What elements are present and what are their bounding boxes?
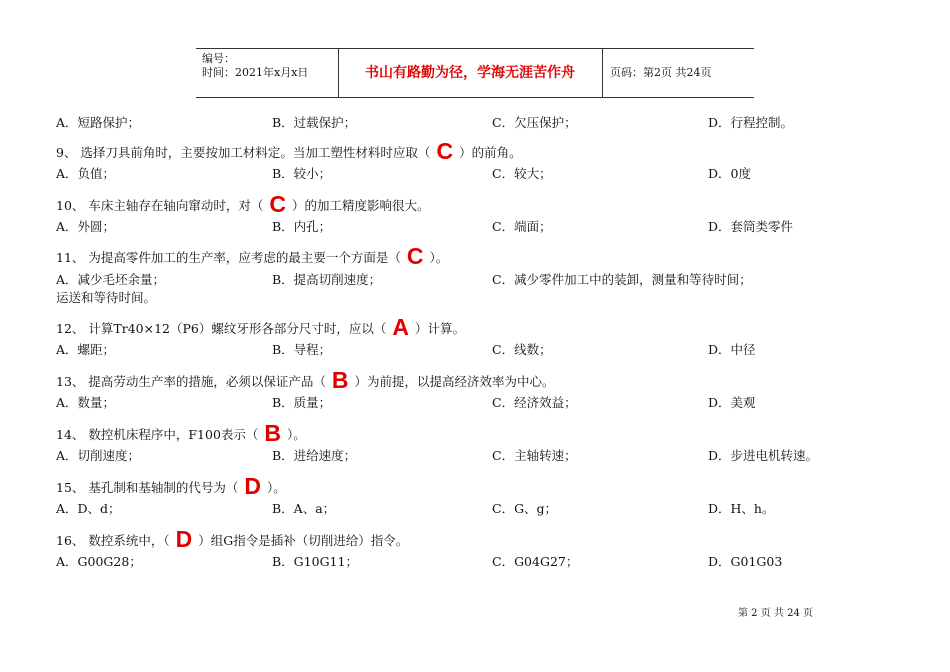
answer-mark: D (244, 473, 262, 499)
option-a: A．切削速度； (56, 448, 141, 463)
option-a: A．螺距； (56, 342, 116, 357)
question-9 (56, 140, 522, 162)
question-16 (56, 528, 408, 550)
option-a: A．数量； (56, 395, 116, 410)
option-b: B．过载保护； (272, 115, 357, 130)
option-c: C．减少零件加工中的装卸，测量和等待时间； (492, 272, 752, 287)
question-text-end: ）为前提，以提高经济效率为中心。 (354, 374, 555, 389)
option-d: D．行程控制。 (708, 115, 794, 130)
header-motto: 书山有路勤为径，学海无涯苦作舟 (365, 65, 575, 81)
option-b: B．质量； (272, 395, 332, 410)
option-c: C．G04G27； (492, 554, 579, 569)
question-text-end: ）。 (287, 427, 306, 442)
option-c: C．欠压保护； (492, 115, 577, 130)
time-label: 时间：2021年x月x日 (202, 66, 309, 79)
answer-mark: B (264, 420, 282, 446)
header-page-info: 页码：第2页 共24页 (610, 66, 712, 79)
question-text-end: ）的前角。 (459, 145, 522, 160)
option-d: D．0度 (708, 166, 751, 181)
header-divider (602, 49, 603, 97)
page-header (196, 48, 754, 98)
option-a: A．短路保护； (56, 115, 141, 130)
question-text: 16、 数控系统中，（ (56, 533, 170, 548)
option-c: C．端面； (492, 219, 552, 234)
option-continuation: 运送和等待时间。 (56, 290, 157, 305)
option-d: D．H、h。 (708, 501, 775, 516)
option-b: B．A、a； (272, 501, 336, 516)
option-d: D．G01G03 (708, 554, 783, 569)
option-c: C．较大； (492, 166, 552, 181)
answer-mark: D (175, 526, 193, 552)
option-b: B．较小； (272, 166, 332, 181)
question-10 (56, 193, 430, 215)
answer-mark: A (392, 314, 409, 340)
option-a: A．G00G28； (56, 554, 142, 569)
question-15 (56, 475, 286, 497)
question-text-end: ）。 (429, 250, 449, 265)
option-b: B．G10G11； (272, 554, 358, 569)
option-c: C．经济效益； (492, 395, 577, 410)
question-12 (56, 316, 465, 338)
option-a: A．负值； (56, 166, 116, 181)
question-text: 12、 计算Tr40×12（P6）螺纹牙形各部分尺寸时，应以（ (56, 321, 387, 336)
question-14 (56, 422, 306, 444)
option-b: B．导程； (272, 342, 332, 357)
option-b: B．提高切削速度； (272, 272, 382, 287)
option-b: B．进给速度； (272, 448, 357, 463)
option-d: D．步进电机转速。 (708, 448, 819, 463)
option-c: C．G、g； (492, 501, 558, 516)
code-label: 编号： (202, 52, 235, 65)
answer-mark: C (436, 138, 454, 164)
option-a: A．外圆； (56, 219, 116, 234)
option-a: A．D、d； (56, 501, 121, 516)
question-text: 9、 选择刀具前角时，主要按加工材料定。当加工塑性材料时应取（ (56, 145, 431, 160)
option-d: D．中径 (708, 342, 756, 357)
option-a: A．减少毛坯余量； (56, 272, 166, 287)
option-d: D．美观 (708, 395, 756, 410)
answer-mark: B (331, 367, 349, 393)
question-text: 13、 提高劳动生产率的措施，必须以保证产品（ (56, 374, 326, 389)
question-13 (56, 369, 555, 391)
answer-mark: C (406, 243, 424, 269)
option-c: C．线数； (492, 342, 552, 357)
question-text: 11、 为提高零件加工的生产率，应考虑的最主要一个方面是（ (56, 250, 401, 265)
question-text-end: ）的加工精度影响很大。 (292, 198, 430, 213)
header-meta (202, 52, 308, 80)
question-text-end: ）。 (267, 480, 286, 495)
page-footer: 第 2 页 共 24 页 (738, 608, 813, 619)
question-text: 15、 基孔制和基轴制的代号为（ (56, 480, 239, 495)
question-11 (56, 245, 448, 267)
option-d: D．套筒类零件 (708, 219, 794, 234)
question-text-end: ）组G指令是插补（切削进给）指令。 (198, 533, 409, 548)
option-c: C．主轴转速； (492, 448, 577, 463)
answer-mark: C (269, 191, 287, 217)
question-text: 10、 车床主轴存在轴向窜动时，对（ (56, 198, 264, 213)
question-text-end: ）计算。 (414, 321, 465, 336)
option-b: B．内孔； (272, 219, 332, 234)
question-text: 14、 数控机床程序中，F100表示（ (56, 427, 259, 442)
